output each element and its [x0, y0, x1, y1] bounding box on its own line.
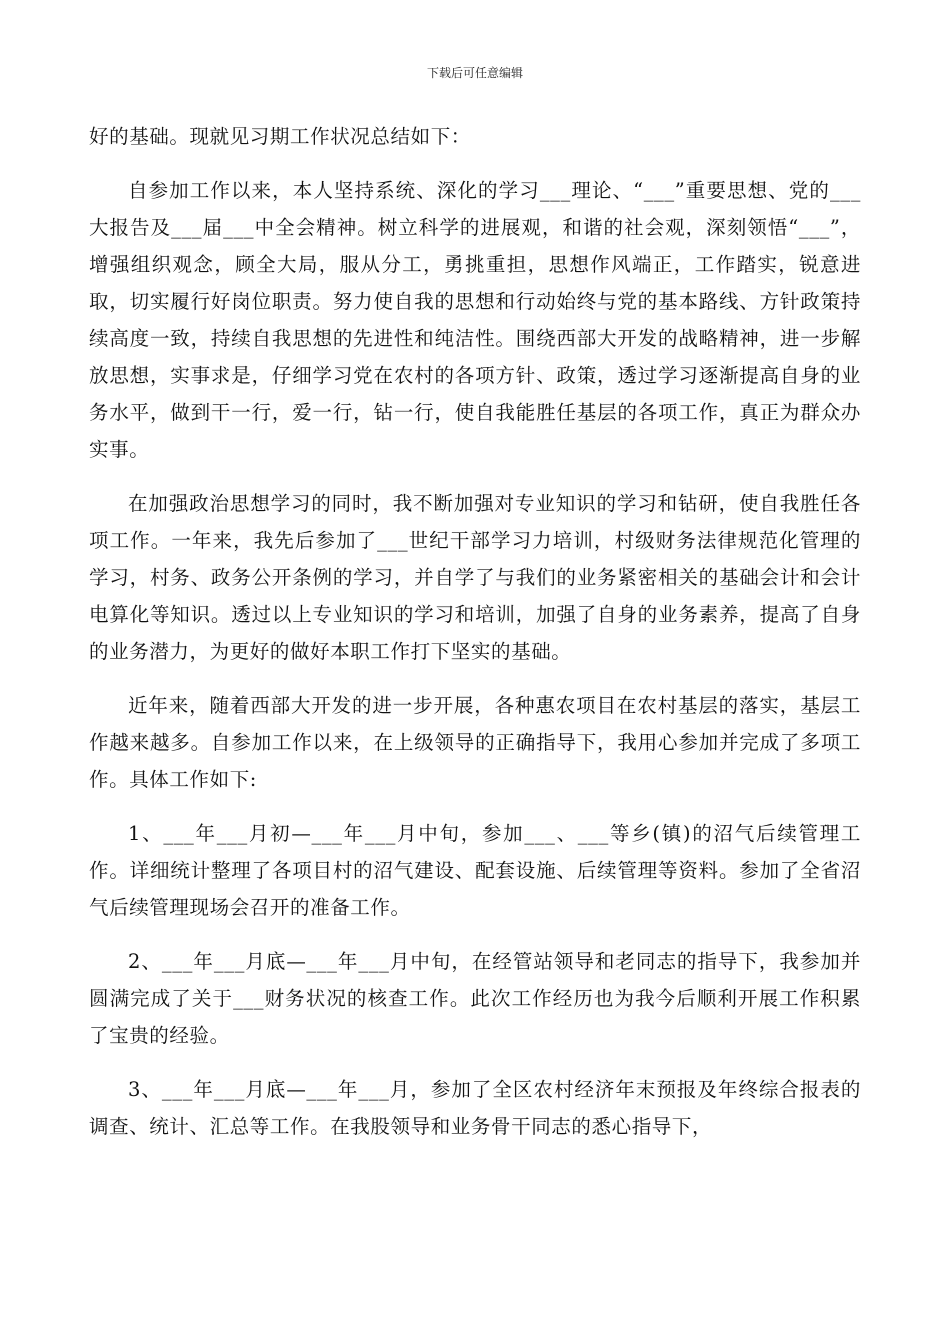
header-note: 下载后可任意编辑 — [426, 66, 523, 80]
paragraph-item-1: 1、___年___月初—___年___月中旬，参加___、___等乡(镇)的沼气后续管理工作。详细统计整理了各项目村的沼气建设、配套设施、后续管理等资料。参加了全省沼气后续管理现场会召开的准备工作。 — [89, 822, 861, 919]
paragraph-study-theory: 自参加工作以来，本人坚持系统、深化的学习___理论、“___”重要思想、党的___大报告及___届___中全会精神。树立科学的进展观，和谐的社会观，深刻领悟“___”，增强组织观念，顾全大局，服从分工，勇挑重担，思想作风端正，工作踏实，锐意进取，切实履行好岗位职责。努力使自我的思想和行动始终与党的基本路线、方针政策持续高度一致，持续自我思想的先进性和纯洁性。围绕西部大开发的战略精神，进一步解放思想，实事求是，仔细学习党在农村的各项方针、政策，透过学习逐渐提高自身的业务水平，做到干一行，爱一行，钻一行，使自我能胜任基层的各项工作，真正为群众办实事。 — [89, 179, 861, 461]
document-body — [89, 118, 861, 1145]
paragraph-professional-study: 在加强政治思想学习的同时，我不断加强对专业知识的学习和钻研，使自我胜任各项工作。一年来，我先后参加了___世纪干部学习力培训，村级财务法律规范化管理的学习，村务、政务公开条例的学习，并自学了与我们的业务紧密相关的基础会计和会计电算化等知识。透过以上专业知识的学习和培训，加强了自身的业务素养，提高了自身的业务潜力，为更好的做好本职工作打下坚实的基础。 — [89, 492, 861, 663]
paragraph-item-2: 2、___年___月底—___年___月中旬，在经管站领导和老同志的指导下，我参加并圆满完成了关于___财务状况的核查工作。此次工作经历也为我今后顺利开展工作积累了宝贵的经验。 — [89, 950, 861, 1047]
paragraph-continuation: 好的基础。现就见习期工作状况总结如下： — [89, 125, 471, 148]
paragraph-work-overview: 近年来，随着西部大开发的进一步开展，各种惠农项目在农村基层的落实，基层工作越来越多。自参加工作以来，在上级领导的正确指导下，我用心参加并完成了多项工作。具体工作如下: — [89, 694, 861, 791]
paragraph-item-3: 3、___年___月底—___年___月，参加了全区农村经济年末预报及年终综合报表的调查、统计、汇总等工作。在我股领导和业务骨干同志的悉心指导下， — [89, 1078, 861, 1138]
